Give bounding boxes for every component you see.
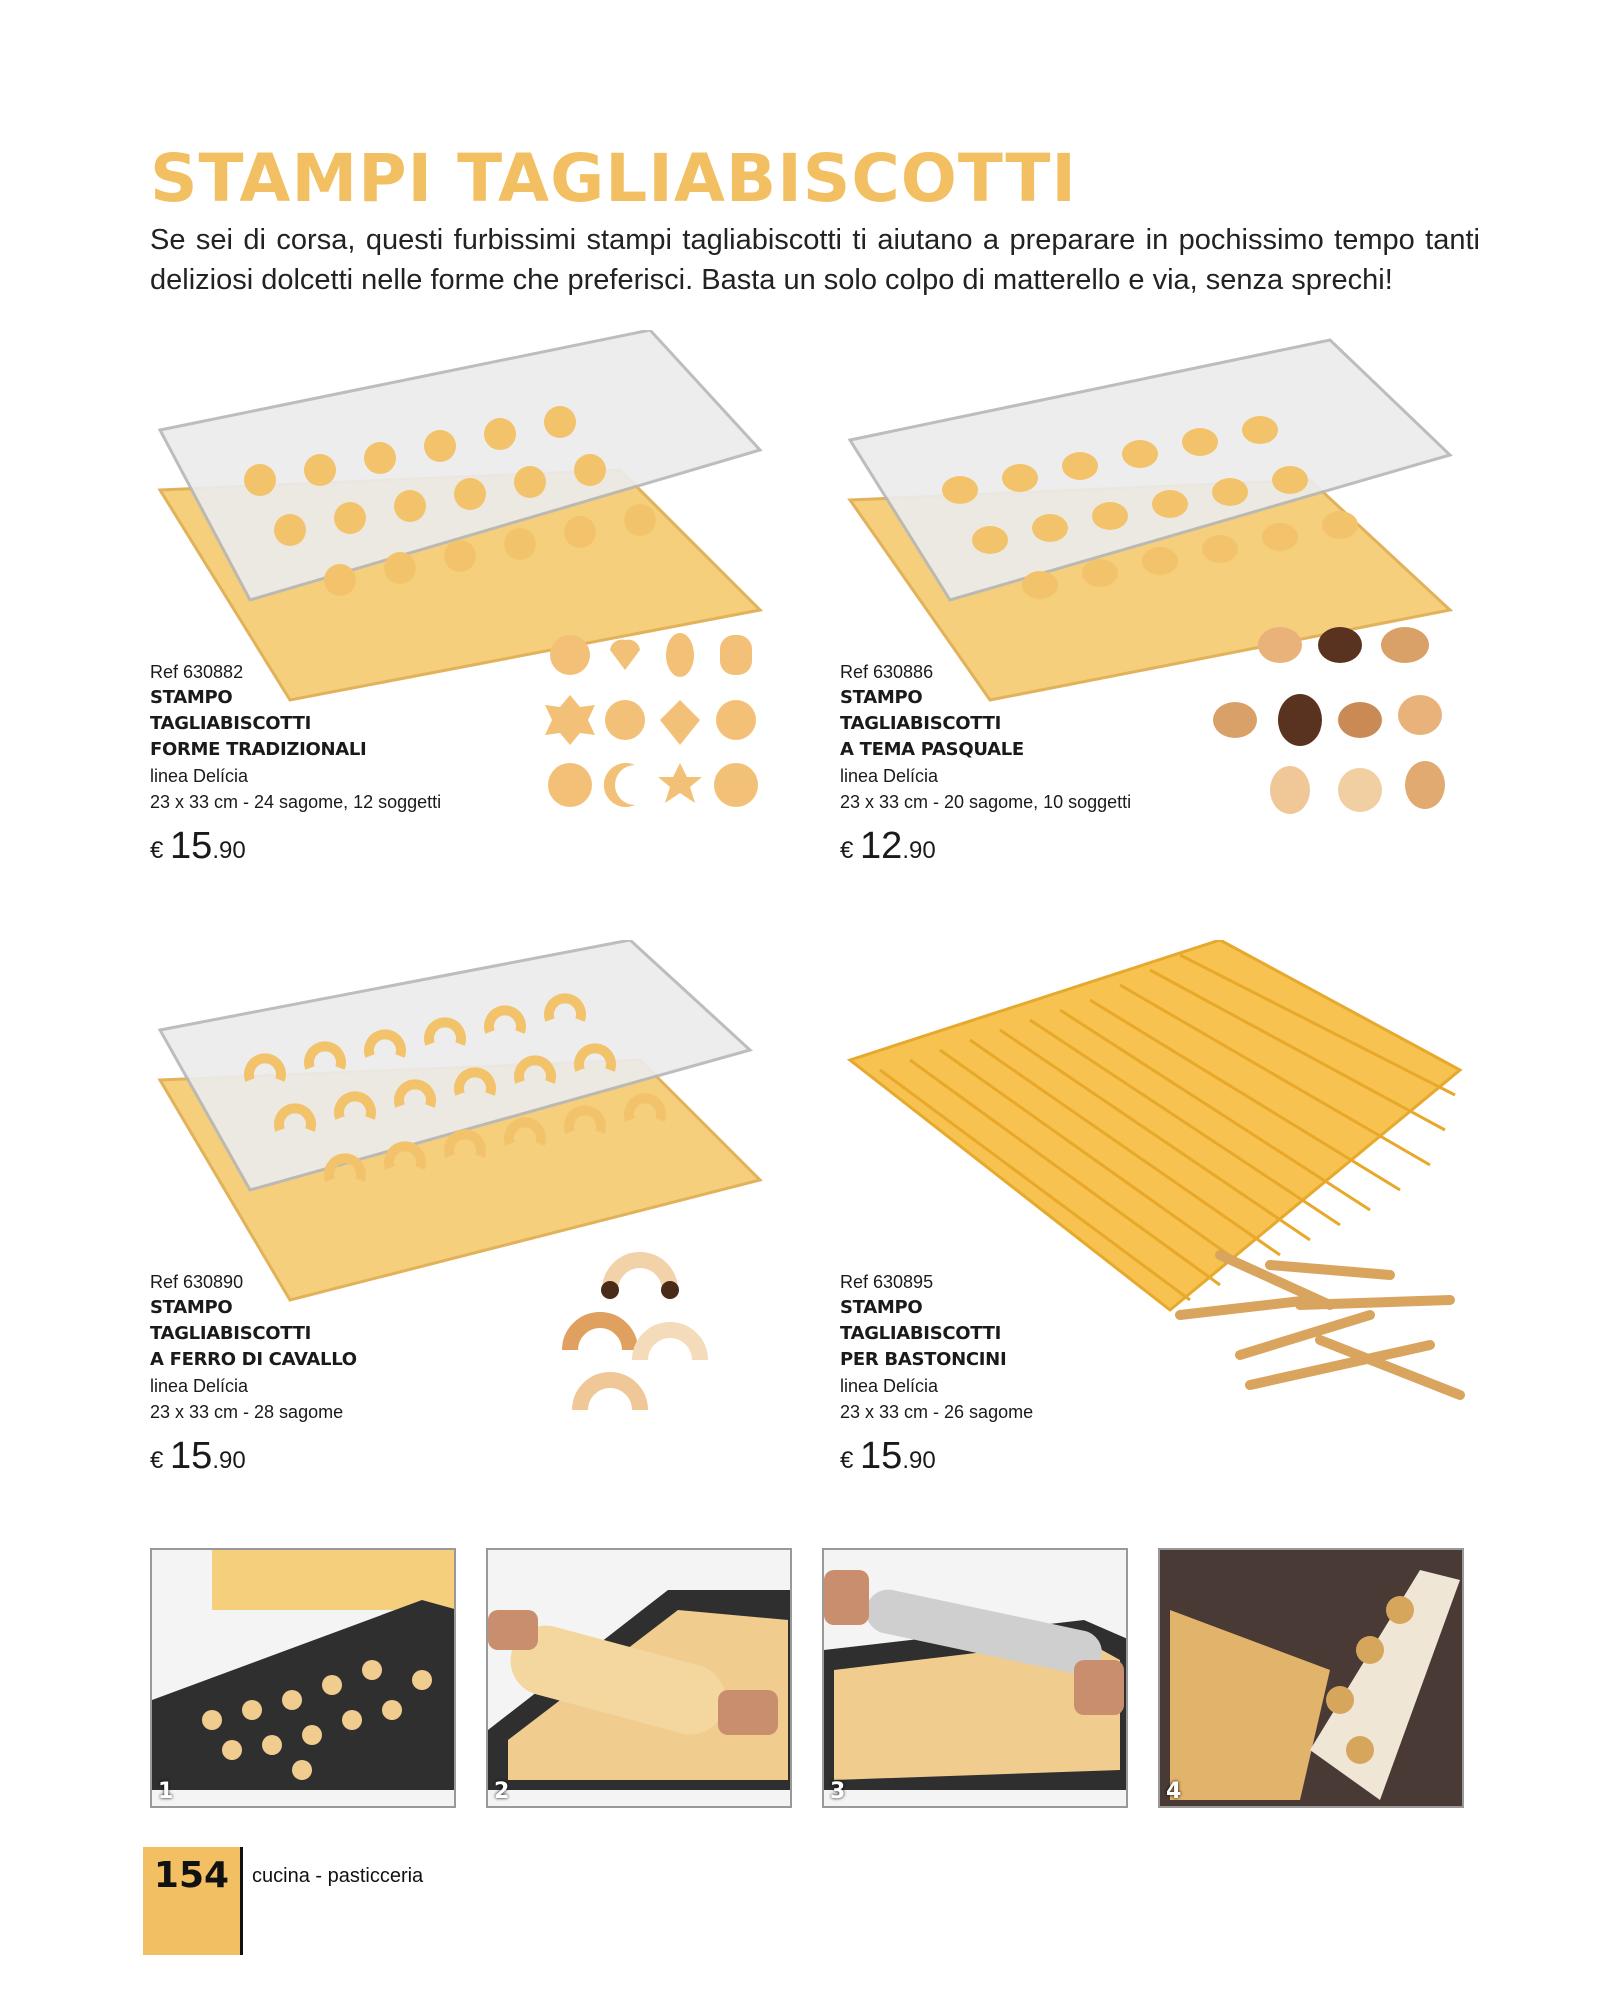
product-name-line: STAMPO [150,1297,233,1318]
price-decimal: .90 [902,1447,936,1474]
product-name-line: TAGLIABISCOTTI [840,1323,1002,1344]
product-name-line: STAMPO [840,687,923,708]
step-number: 3 [830,1779,846,1804]
product-info [150,1270,570,1478]
product-line: linea Delícia [840,1376,939,1396]
price-integer: 15 [170,825,213,867]
product-ref: Ref 630895 [840,1272,934,1292]
product-size: 23 x 33 cm - 28 sagome [150,1402,344,1422]
step-photo-3 [822,1548,1128,1808]
product-size: 23 x 33 cm - 26 sagome [840,1402,1034,1422]
page-title: STAMPI TAGLIABISCOTTI [150,140,1077,217]
intro-paragraph: Se sei di corsa, questi furbissimi stampi tagliabiscotti ti aiutano a preparare in pochissimo tempo tanti deliziosi dolcetti nelle forme che preferisci. Basta un solo colpo di matterello e via, senza sprechi! [150,224,1480,296]
product-ref: Ref 630890 [150,1272,244,1292]
product-card-630895 [840,940,1540,1500]
product-info [840,1270,1260,1478]
product-name-line: PER BASTONCINI [840,1349,1007,1370]
product-line: linea Delícia [150,1376,249,1396]
price-decimal: .90 [212,1447,246,1474]
product-card-630882 [150,330,850,890]
price-currency: € [840,1447,854,1474]
product-price [150,825,570,868]
step-photo-4 [1158,1548,1464,1808]
product-price [840,1435,1260,1478]
product-name-line: A FERRO DI CAVALLO [150,1349,357,1370]
product-price [150,1435,570,1478]
product-name-line: FORME TRADIZIONALI [150,739,367,760]
price-integer: 12 [860,825,903,867]
step-photo-2 [486,1548,792,1808]
section-label: cucina - pasticceria [252,1865,424,1887]
product-size: 23 x 33 cm - 24 sagome, 12 soggetti [150,792,442,812]
step-number: 4 [1166,1779,1182,1804]
footer-divider [240,1847,243,1955]
price-integer: 15 [170,1435,213,1477]
product-info [150,660,570,868]
price-currency: € [840,837,854,864]
price-currency: € [150,1447,164,1474]
product-name-line: TAGLIABISCOTTI [150,713,312,734]
product-ref: Ref 630882 [150,662,244,682]
page-number-box [143,1847,240,1955]
product-name-line: A TEMA PASQUALE [840,739,1024,760]
product-name-line: STAMPO [150,687,233,708]
price-integer: 15 [860,1435,903,1477]
step-photo-1 [150,1548,456,1808]
product-ref: Ref 630886 [840,662,934,682]
usage-steps [150,1548,1466,1812]
product-info [840,660,1260,868]
product-price [840,825,1260,868]
step-number: 1 [158,1779,174,1804]
horseshoe-cookies-image [550,1230,740,1430]
price-decimal: .90 [902,837,936,864]
page-number: 154 [153,1855,230,1896]
product-name-line: TAGLIABISCOTTI [150,1323,312,1344]
price-decimal: .90 [212,837,246,864]
product-name-line: STAMPO [840,1297,923,1318]
product-line: linea Delícia [840,766,939,786]
cookie-shapes-image [540,625,780,815]
step-number: 2 [494,1779,510,1804]
product-card-630890 [150,940,850,1500]
product-line: linea Delícia [150,766,249,786]
product-size: 23 x 33 cm - 20 sagome, 10 soggetti [840,792,1132,812]
product-card-630886 [840,330,1540,890]
price-currency: € [150,837,164,864]
product-name-line: TAGLIABISCOTTI [840,713,1002,734]
